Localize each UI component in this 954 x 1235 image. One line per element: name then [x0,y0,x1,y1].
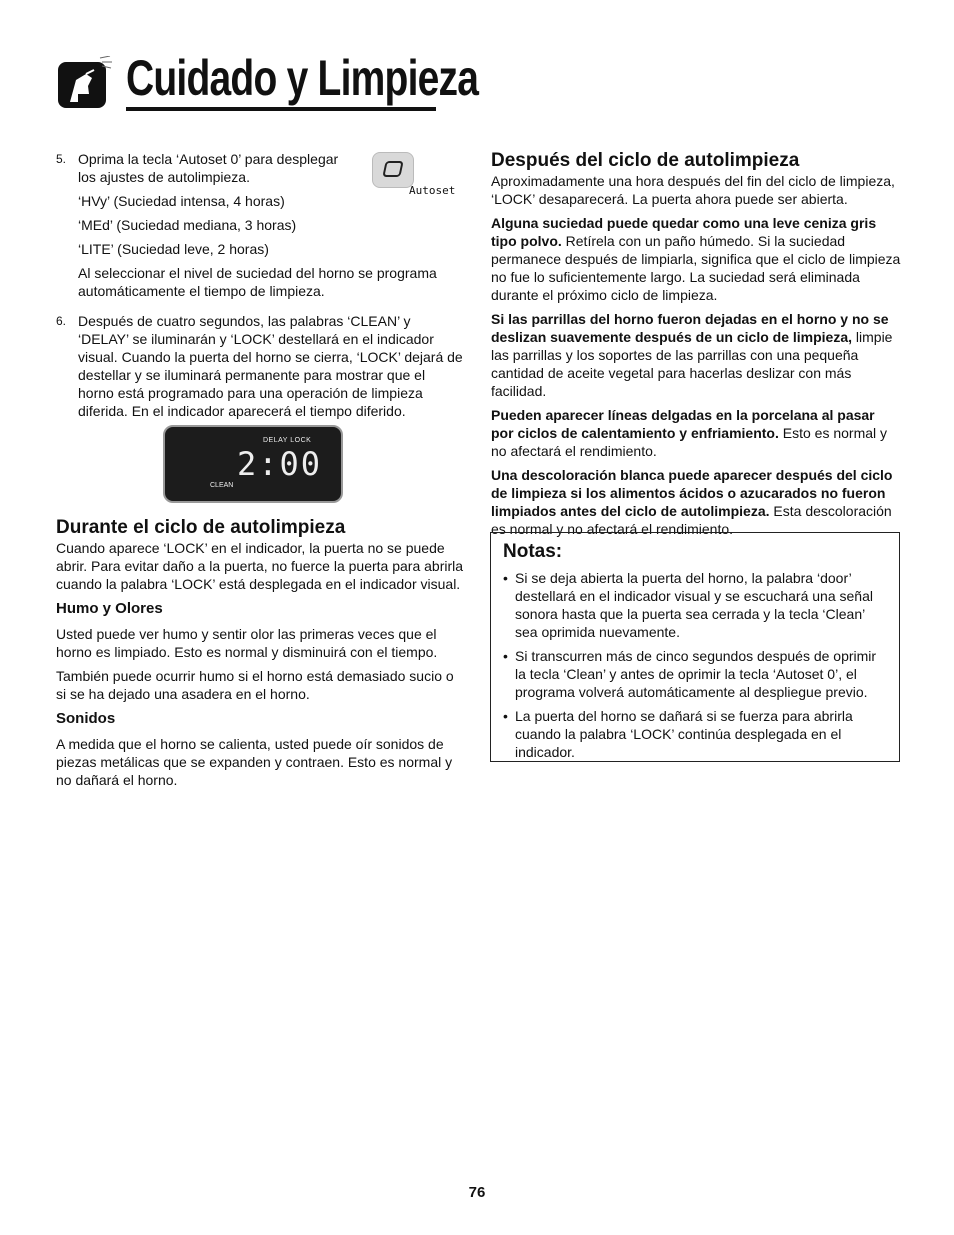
display-delay-lock: DELAY LOCK [263,437,312,444]
intro-text: Aproximadamente una hora después del fin del ciclo de limpieza, ‘LOCK’ desaparecerá. La puerta ahora puede ser abierta. [491,173,895,207]
bold-lead: Pueden aparecer líneas delgadas en la porcelana al pasar por ciclos de calentamiento y enfriamiento. [491,407,875,441]
section-text: Cuando aparece ‘LOCK’ en el indicador, la puerta no se puede abrir. Para evitar daño a la puerta, no fuerce la puerta para abrirla cuando la palabra ‘LOCK’ está desplegada en el indicador visual. [56,540,464,592]
cleaning-spray-icon [56,56,108,108]
page-number: 76 [468,1184,486,1201]
bold-lead: Alguna suciedad puede quedar como una leve ceniza gris tipo polvo. [491,215,877,249]
subheading-sonidos: Sonidos [56,710,116,727]
step-6 [56,312,464,426]
bold-lead: Una descoloración blanca puede aparecer después del ciclo de limpieza si los alimentos ácidos o azucarados no fueron limpiados antes del ciclo de autolimpieza. [491,467,893,519]
step-text: Oprima la tecla ‘Autoset 0’ para desplegar los ajustes de autolimpieza. [78,151,339,185]
step-5 [56,150,464,306]
paragraph-rest: Esta descoloración es normal y no afectará el rendimiento. [491,503,892,537]
list-item: • La puerta del horno se dañará si se fuerza para abrirla cuando la palabra ‘LOCK’ continúa desplegada en el indicador. [503,707,887,761]
notes-heading: Notas: [503,541,563,562]
durante-section [56,517,464,795]
step-text: Después de cuatro segundos, las palabras ‘CLEAN’ y ‘DELAY’ se iluminarán y ‘LOCK’ destellará en el indicador visual. Cuando la puerta del horno se cierra, ‘LOCK’ dejará de destellar y se iluminará permanente para mostrar que el horno está programado para una operación de limpieza diferida. En el indicador aparecerá el tiempo diferido. [78,313,463,419]
oven-display [163,425,343,503]
page-title: Cuidado y Limpieza [126,50,479,106]
step-text: ‘MEd’ (Suciedad mediana, 3 horas) [78,217,297,233]
subheading-humo: Humo y Olores [56,600,163,617]
paragraph-1 [491,214,901,304]
title-underline [126,107,436,111]
right-column [491,150,901,544]
sonidos-text: A medida que el horno se calienta, usted puede oír sonidos de piezas metálicas que se expanden y contraen. Esto es normal y no dañará el horno. [56,736,453,788]
paragraph-3 [491,406,901,460]
paragraph-rest: Esto es normal y no afectará el rendimiento. [491,425,888,459]
bold-lead: Si las parrillas del horno fueron dejadas en el horno y no se deslizan suavemente después de un ciclo de limpieza, [491,311,889,345]
section-heading: Durante el ciclo de autolimpieza [56,517,346,538]
section-heading: Después del ciclo de autolimpieza [491,150,800,171]
display-time: 2:00 [237,445,323,483]
notes-list [503,569,887,761]
list-item: • Si transcurren más de cinco segundos después de oprimir la tecla ‘Clean’ y antes de oprimir la tecla ‘Autoset 0’, el programa volverá automáticamente al despliegue previo. [503,647,887,701]
notes-box [490,532,900,762]
humo-text-1: Usted puede ver humo y sentir olor las primeras veces que el horno es limpiado. Esto es normal y disminuirá con el tiempo. [56,626,438,660]
list-item: • Si se deja abierta la puerta del horno, la palabra ‘door’ destellará en el indicador visual y se escuchará una señal sonora hasta que la puerta sea cerrada y la tecla ‘Clean’ sea oprimida nuevamente. [503,569,887,641]
step-text: Al seleccionar el nivel de suciedad del horno se programa automáticamente el tiempo de limpieza. [78,265,437,299]
step-text: ‘HVy’ (Suciedad intensa, 4 horas) [78,193,285,209]
paragraph-rest: Retírela con un paño húmedo. Si la suciedad permanece después de limpiarla, significa que el ciclo de limpieza no fue lo suficientemente largo. La suciedad será eliminada durante el próximo ciclo de limpieza. [491,233,901,303]
step-text: ‘LITE’ (Suciedad leve, 2 horas) [78,241,269,257]
paragraph-rest: limpie las parrillas y los soportes de las parrillas con una pequeña cantidad de aceite vegetal para hacerlas deslizar con más facilidad. [491,329,893,399]
left-column [56,150,464,432]
paragraph-2 [491,310,901,400]
display-clean: CLEAN [210,482,234,489]
paragraph-4 [491,466,901,538]
step-number: 5. [56,152,67,166]
step-number: 6. [56,314,67,328]
autoset-label: Autoset [409,184,456,197]
humo-text-2: También puede ocurrir humo si el horno está demasiado sucio o si se ha dejado una asadera en el horno. [56,668,454,702]
